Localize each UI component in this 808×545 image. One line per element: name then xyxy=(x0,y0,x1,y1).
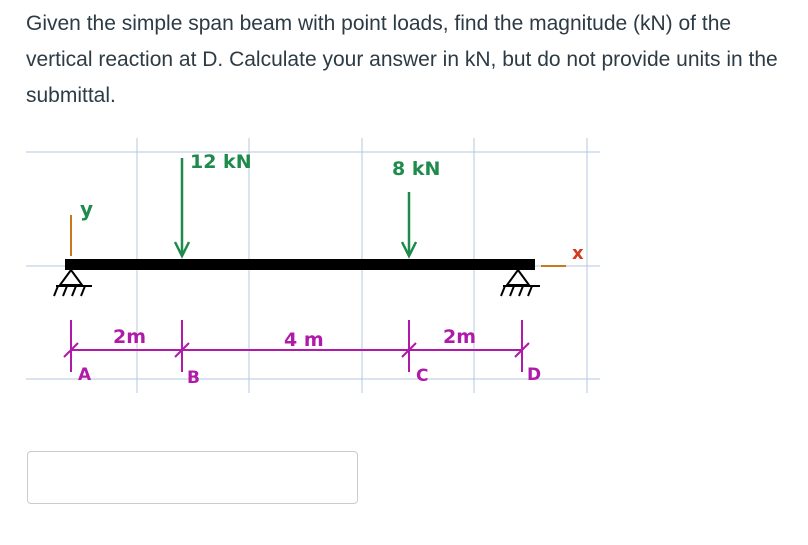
beam xyxy=(65,259,535,270)
dimension-ab-label: 2m xyxy=(113,326,147,348)
answer-input[interactable] xyxy=(27,451,358,504)
pin-support-d xyxy=(501,270,540,296)
load-8kn-label: 8 kN xyxy=(392,158,441,180)
question-text: Given the simple span beam with point loads, find the magnitude (kN) of the vertical reaction at D. Calculate your answer in kN, but do not provide units in the submittal. xyxy=(26,12,778,107)
dimension-cd-label: 2m xyxy=(443,326,477,348)
dimension-bc-label: 4 m xyxy=(284,329,324,351)
point-b-label: B xyxy=(187,368,200,388)
point-a-label: A xyxy=(78,365,92,385)
y-axis-label: y xyxy=(80,197,94,221)
pin-support-a xyxy=(54,270,92,296)
load-12kn-label: 12 kN xyxy=(190,151,252,173)
x-axis-label: x xyxy=(572,243,584,264)
point-c-label: C xyxy=(416,366,429,386)
point-d-label: D xyxy=(527,365,542,385)
